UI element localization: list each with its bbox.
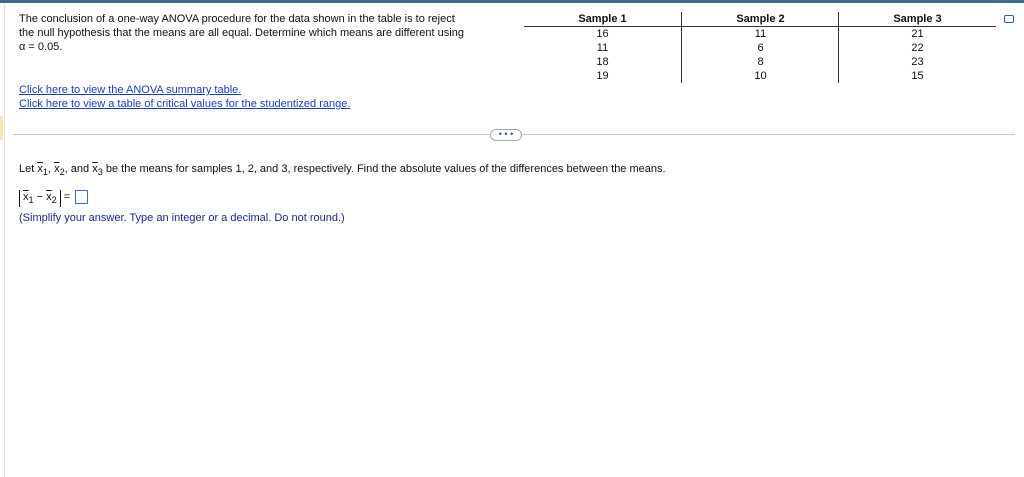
equals-sign: = <box>60 191 74 203</box>
answer-row <box>19 189 88 205</box>
sample-3-column <box>838 12 996 83</box>
expand-more-button[interactable]: • • • <box>490 129 522 141</box>
anova-table-link[interactable]: Click here to view the ANOVA summary table. <box>19 84 242 96</box>
xbar-3: $\overline{x}$ <box>92 163 98 175</box>
table-cell: 21 <box>911 28 924 40</box>
top-accent-bar <box>0 0 1024 3</box>
subscript-3: 3 <box>97 167 103 178</box>
sample-2-header: Sample 2 <box>682 12 839 27</box>
table-cell: 8 <box>757 56 764 68</box>
left-highlight-marker <box>0 116 3 140</box>
xbar-2: $\overline{x}$ <box>46 191 52 203</box>
question-rest: be the means for samples 1, 2, and 3, respectively. Find the absolute values of the differences between the means. <box>102 163 666 175</box>
collapse-panel-icon[interactable] <box>1004 15 1014 23</box>
table-cell: 16 <box>596 28 609 40</box>
table-cell: 19 <box>596 70 609 82</box>
sample-1-header: Sample 1 <box>524 12 681 27</box>
separator: , and <box>64 163 93 175</box>
critical-values-link[interactable]: Click here to view a table of critical values for the studentized range. <box>19 98 351 110</box>
xbar-1: $\overline{x}$ <box>37 163 43 175</box>
subscript-1: 1 <box>42 167 48 178</box>
problem-line-3: α = 0.05. <box>19 41 63 53</box>
absolute-value-expression <box>19 190 61 207</box>
table-cell: 11 <box>754 28 767 40</box>
sample-2-column <box>681 12 839 83</box>
separator: , <box>47 163 55 175</box>
sample-3-header: Sample 3 <box>839 12 996 27</box>
problem-statement <box>19 12 489 54</box>
left-border <box>4 3 5 477</box>
question-let: Let <box>19 163 38 175</box>
xbar-1: $\overline{x}$ <box>23 191 29 203</box>
xbar-2: $\overline{x}$ <box>54 163 60 175</box>
table-cell: 15 <box>911 70 924 82</box>
table-cell: 23 <box>911 56 924 68</box>
subscript-1: 1 <box>28 195 34 206</box>
problem-line-1: The conclusion of a one-way ANOVA procedure for the data shown in the table is to reject <box>19 13 455 25</box>
table-cell: 10 <box>754 70 767 82</box>
answer-input[interactable] <box>75 190 88 204</box>
table-cell: 18 <box>596 56 609 68</box>
subscript-2: 2 <box>59 167 65 178</box>
table-cell: 6 <box>757 42 764 54</box>
minus-sign: − <box>33 191 47 203</box>
table-cell: 22 <box>911 42 924 54</box>
problem-line-2: the null hypothesis that the means are all equal. Determine which means are different using <box>19 27 464 39</box>
answer-hint: (Simplify your answer. Type an integer or a decimal. Do not round.) <box>19 212 345 224</box>
table-cell: 11 <box>596 42 609 54</box>
question-text <box>19 162 666 179</box>
subscript-2: 2 <box>51 195 57 206</box>
sample-1-column <box>524 12 681 83</box>
resource-links <box>19 83 350 111</box>
